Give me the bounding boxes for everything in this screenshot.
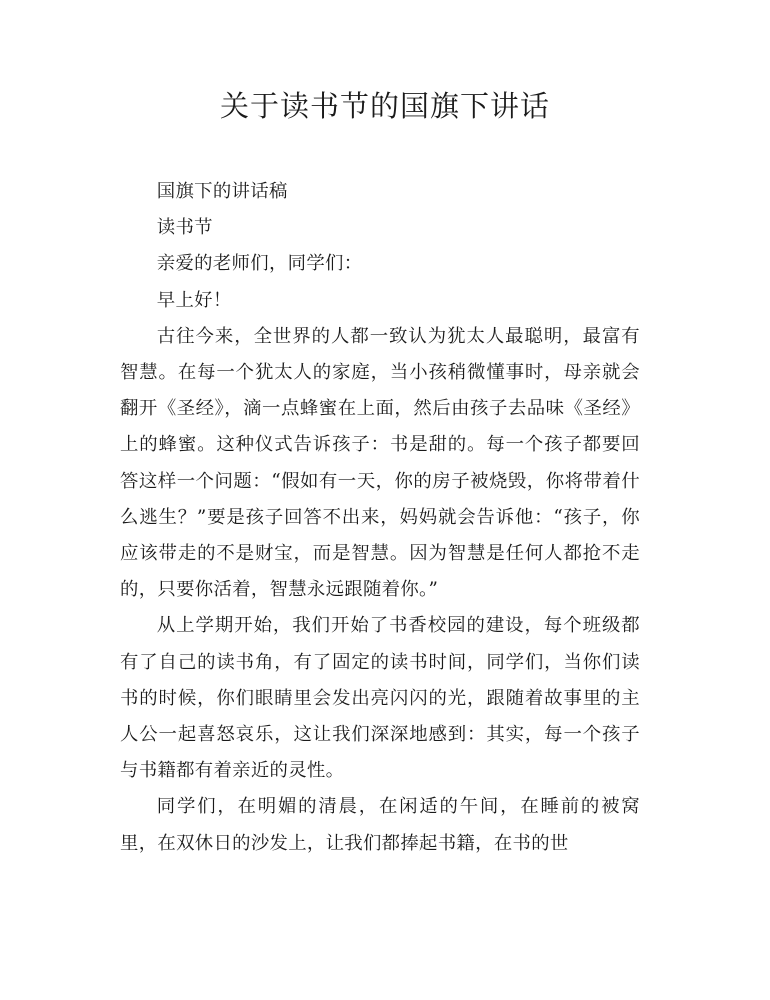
paragraph-speech-label: 国旗下的讲话稿 <box>156 181 288 202</box>
document-body <box>120 174 640 862</box>
paragraph-topic: 读书节 <box>156 217 213 239</box>
document-title: 关于读书节的国旗下讲话 <box>219 89 550 123</box>
paragraph-greeting: 早上好！ <box>156 289 232 311</box>
paragraph-body-2: 从上学期开始，我们开始了书香校园的建设，每个班级都有了自己的读书角，有了固定的读书时间，同学们，当你们读书的时候，你们眼睛里会发出亮闪闪的光，跟随着故事里的主人公一起喜怒哀乐，这让我们深深地感到：其实，每一个孩子与书籍都有着亲近的灵性。 <box>120 615 640 782</box>
paragraph-body-3: 同学们，在明媚的清晨，在闲适的午间，在睡前的被窝里，在双休日的沙发上，让我们都捧起书籍，在书的世 <box>120 796 640 854</box>
paragraph-salutation: 亲爱的老师们，同学们： <box>156 253 363 275</box>
paragraph-body-1: 古往今来，全世界的人都一致认为犹太人最聪明，最富有智慧。在每一个犹太人的家庭，当小孩稍微懂事时，母亲就会翻开《圣经》，滴一点蜂蜜在上面，然后由孩子去品味《圣经》上的蜂蜜。这种仪式告诉孩子：书是甜的。每一个孩子都要回答这样一个问题：“假如有一天，你的房子被烧毁，你将带着什么逃生？”要是孩子回答不出来，妈妈就会告诉他：“孩子，你应该带走的不是财宝，而是智慧。因为智慧是任何人都抢不走的，只要你活着，智慧永远跟随着你。” <box>120 325 640 601</box>
